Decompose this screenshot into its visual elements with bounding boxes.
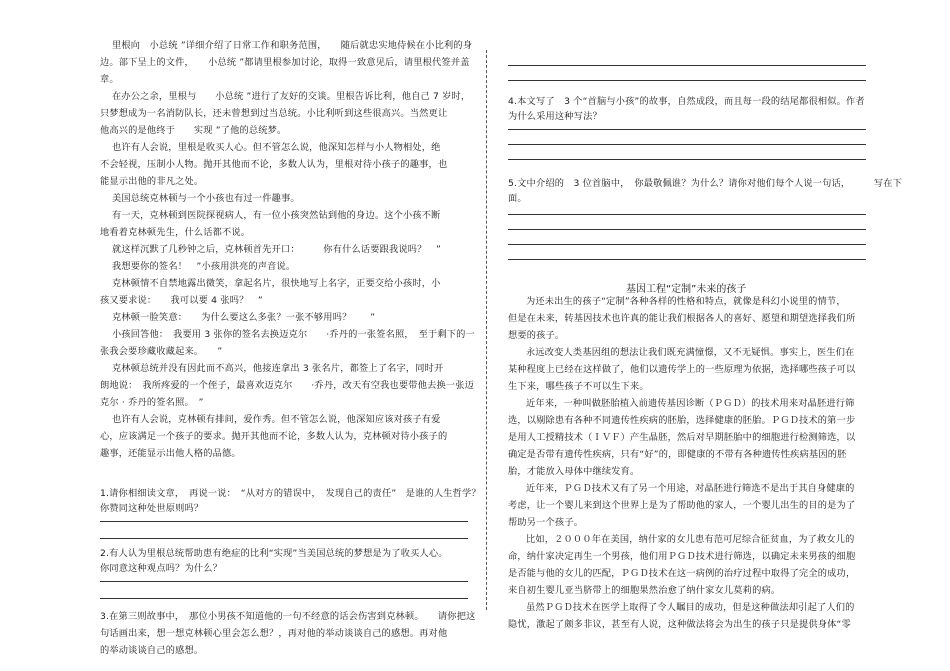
- passage-line: 他高兴的是他终于 实现 ”了他的总统梦。: [100, 125, 287, 136]
- answer-line: [508, 129, 866, 130]
- passage-line: 克尔 · 乔丹的签名照。 ”: [100, 397, 204, 408]
- question-3-line: 3.在第三则故事中， 那位小男孩不知道他的一句不经意的话会伤害到克林顿。 请你把这: [100, 611, 476, 622]
- question-2-line: 你同意这种观点吗？为什么？: [100, 563, 223, 574]
- answer-line: [508, 144, 866, 145]
- question-3-line: 的举动谈谈自己的感想。: [100, 645, 204, 656]
- article-line: 近年来，一种叫做胚胎植入前遗传基因诊断（ＰＧＤ）的技术用来对晶胚进行筛: [526, 398, 855, 409]
- passage-line: 朗地说： 我所疼爱的一个侄子，最喜欢迈克尔 ·乔丹，改天有空我也要带他去换一张迈: [100, 380, 475, 391]
- answer-line: [508, 244, 866, 245]
- answer-line: [508, 229, 866, 230]
- passage-line: 也许有人会说，里根是收买人心。但不管怎么说，他深知怎样与小人物相处，绝: [112, 142, 441, 153]
- article-line: 但是在未来，转基因技术也许真的能让我们根据各人的喜好、愿望和期望选择我们所: [508, 313, 856, 324]
- question-5-line: 面。: [508, 193, 527, 204]
- article-title: 基因工程“定制”未来的孩子: [626, 284, 747, 295]
- passage-line: 里根向 小总统 ”详细介绍了日常工作和职务范围， 随后就忠实地侍候在小比利的身: [112, 40, 473, 51]
- passage-line: 小孩回答他： 我要用 3 张你的签名去换迈克尔 ·乔丹的一张签名照， 至于剩下的一: [112, 329, 475, 340]
- article-line: 永远改变人类基因组的想法让我们既充满憧憬，又不无疑惧。事实上，医生们在: [526, 347, 855, 358]
- passage-line: 孩又要求说： 我可以要 4 张吗？ ”: [100, 295, 263, 306]
- passage-line: 也许有人会说，克林顿有排间，爱作秀。但不管怎么说，他深知应该对孩子有爱: [112, 414, 441, 425]
- passage-line: 能显示出他的非凡之处。: [100, 176, 204, 187]
- passage-line: 就这样沉默了几秒钟之后，克林顿首先开口： 你有什么话要跟我说吗？ ”: [112, 244, 441, 255]
- answer-line: [508, 80, 866, 81]
- answer-line: [100, 521, 468, 522]
- question-1-line: 你赞同这种处世原则吗？: [100, 503, 204, 514]
- passage-line: 我想要你的签名！ ”小孩用洪亮的声音说。: [112, 261, 296, 272]
- article-line: 是否能与他的女儿的匹配，ＰＧＤ技术在这一病例的治疗过程中取得了完全的成功，: [508, 568, 856, 579]
- passage-line: 章。: [100, 74, 119, 85]
- article-line: 虽然ＰＧＤ技术在医学上取得了令人瞩目的成功，但是这种做法却引起了人们的: [526, 602, 855, 613]
- passage-line: 张我会要珍藏收藏起来。 ”: [100, 346, 223, 357]
- article-line: 帮助另一个孩子。: [508, 517, 584, 528]
- answer-line: [508, 65, 866, 66]
- article-line: 来自初生婴儿亚当脐带上的细胞果然治愈了纳什家女儿莫莉的病。: [508, 585, 781, 596]
- article-line: 是用人工授精技术（ＩＶＦ）产生晶胚，然后对早期胚胎中的细胞进行检测筛选，以: [508, 432, 856, 443]
- passage-line: 心，应该满足一个孩子的要求。抛开其他而不论，多数人认为，克林顿对待小孩子的: [100, 431, 448, 442]
- answer-line: [100, 538, 468, 539]
- article-line: 隐忧，激起了颇多非议，甚至有人说，这种做法将会为出生的孩子只是提供身体“零: [508, 619, 851, 630]
- article-line: 生下来，哪些孩子不可以生下来。: [508, 381, 649, 392]
- article-line: 命，纳什家决定再生一个男孩，他们用ＰＧＤ技术进行筛选，以确定未来男孩的细胞: [508, 551, 856, 562]
- article-line: 考虑，让一个婴儿来到这个世界上是为了帮助他的家人，一个婴儿出生的目的是为了: [508, 500, 856, 511]
- answer-line: [100, 581, 468, 582]
- article-line: 某种程度上已经在这样做了，他们以遗传学上的一些原理为依据，选择哪些孩子可以: [508, 364, 856, 375]
- article-line: 为还未出生的孩子“定制”各种各样的性格和特点，就像是科幻小说里的情节，: [526, 296, 846, 307]
- passage-line: 美国总统克林顿与一个小孩也有过一件趣事。: [112, 193, 300, 204]
- article-line: 选，以剔除患有各种不同遗传性疾病的胚胎，选择健康的胚胎。ＰＧＤ技术的第一步: [508, 415, 856, 426]
- answer-line: [508, 159, 866, 160]
- answer-line: [100, 598, 468, 599]
- answer-line: [508, 259, 866, 260]
- passage-line: 克林顿一脸笑意： 为什么要这么多张？一张不够用吗？ ”: [112, 312, 376, 323]
- article-line: 胎，才能放入母体中继续发育。: [508, 466, 640, 477]
- question-2-line: 2.有人认为里根总统帮助患有绝症的比利“实现”当美国总统的梦想是为了收买人心。: [100, 548, 448, 559]
- passage-line: 只梦想成为一名消防队长，还未曾想到过当总统。小比利听到这些很高兴。当然更让: [100, 108, 448, 119]
- question-3-line: 句话画出来，想一想克林顿心里会怎么想？，再对他的举动谈谈自己的感想。再对他: [100, 628, 448, 639]
- passage-line: 有一天，克林顿到医院探视病人，有一位小孩突然钻到他的身边。这个小孩不断: [112, 210, 441, 221]
- article-line: 近年来，ＰＧＤ技术又有了另一个用途，对晶胚进行筛选不是出于其自身健康的: [526, 483, 855, 494]
- passage-line: 克林顿情不自禁地露出微笑，拿起名片，很快地写上名字，正要交给小孩时，小: [112, 278, 441, 289]
- passage-line: 克林顿总统并没有因此而不高兴，他接连拿出 3 张名片，都签上了名字，同时开: [112, 363, 444, 374]
- right-column: [508, 0, 903, 671]
- passage-line: 地看着克林顿先生，什么话都不说。: [100, 227, 251, 238]
- article-line: 比如，２０００年在美国，纳什家的女儿患有范可尼综合征贫血，为了救女儿的: [526, 534, 855, 545]
- passage-line: 边。部下呈上的文件， 小总统 ”都请里根参加讨论，取得一致意见后，请里根代签并盖: [100, 57, 470, 68]
- passage-line: 不会轻视，压制小人物。抛开其他而不论，多数人认为，里根对待小孩子的趣事，也: [100, 159, 448, 170]
- passage-line: 趣事，还能显示出他人格的品德。: [100, 448, 241, 459]
- question-1-line: 1.请你相细读文章， 再说一说： “从对方的错误中， 发现自己的责任” 是谁的人生哲学？: [100, 488, 481, 499]
- question-5-line: 5.文中介绍的 3 位首脑中， 你最敬佩谁？为什么？请你对他们每个人说一句话， 写在下: [508, 178, 903, 189]
- left-column: [100, 0, 481, 671]
- question-4-line: 4.本文写了 3 个“首脑与小孩”的故事，自然成段，而且每一段的结尾都很相似。作者: [508, 96, 865, 107]
- article-line: 确定是否带有遗传性疾病，只有“好”的，即健康的不带有各种遗传性疾病基因的胚: [508, 449, 847, 460]
- article-line: 想要的孩子。: [508, 330, 565, 341]
- passage-line: 在办公之余，里根与 小总统 ”进行了友好的交谈。里根告诉比利，他自己 7 岁时，: [112, 91, 471, 102]
- question-4-line: 为什么采用这种写法？: [508, 111, 602, 122]
- answer-line: [508, 214, 866, 215]
- column-divider: [486, 50, 487, 610]
